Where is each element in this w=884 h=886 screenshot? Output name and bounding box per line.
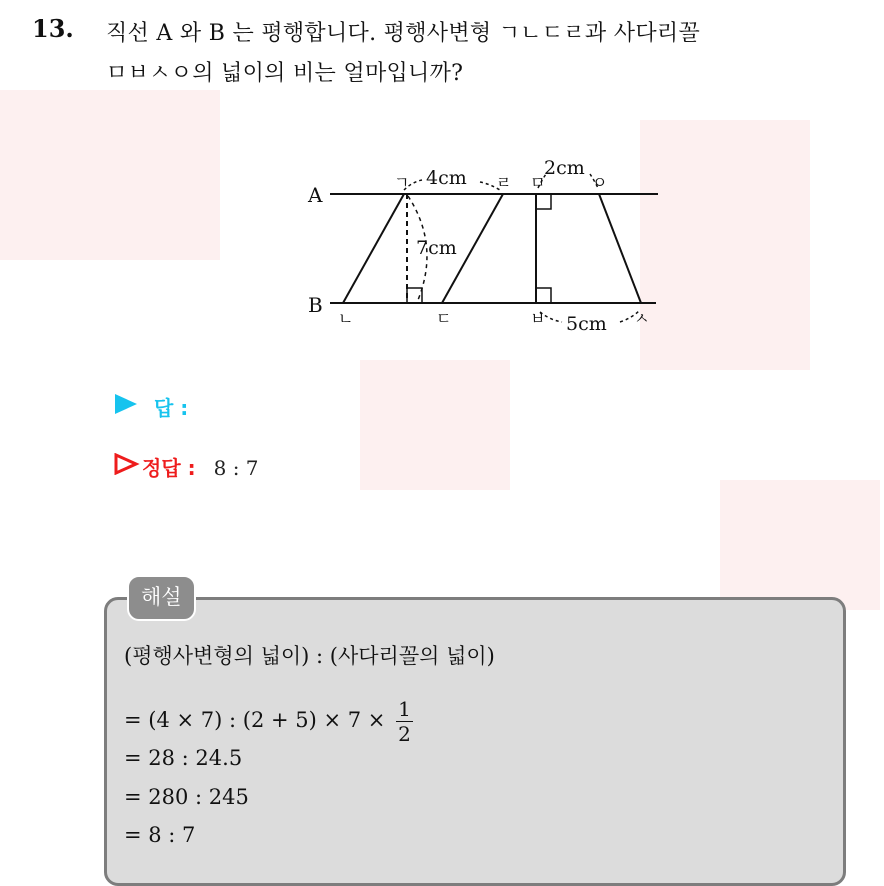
label-point-m: ㅁ [530,173,546,192]
label-line-a: A [308,183,323,207]
question-text-line-2: ㅁㅂㅅㅇ의 넓이의 비는 얼마입니까? [106,61,464,86]
label-top-4cm: 4cm [426,167,467,189]
label-height-7cm: 7cm [416,237,457,259]
label-point-o: ㅇ [592,173,608,192]
fraction-one-half [396,697,413,746]
label-bottom-5cm: 5cm [566,313,607,335]
question-text-line-1: 직선 A 와 B 는 평행합니다. 평행사변형 ㄱㄴㄷㄹ과 사다리꼴 [106,21,700,46]
label-point-s: ㅅ [634,309,650,328]
right-angle-mark [536,288,551,303]
explanation-line: = 28 : 24.5 [124,746,243,770]
correct-answer-label: 정답 : [142,456,196,480]
label-point-d: ㄷ [436,309,452,328]
background-block [720,480,880,610]
explanation-tag: 해설 [127,575,196,621]
outline-arrow-icon [112,453,140,475]
explanation-line-text: = (4 × 7) : (2 + 5) × 7 × [124,708,386,732]
label-point-r: ㄹ [496,173,512,192]
explanation-line [124,697,413,746]
play-arrow-icon [112,393,140,415]
explanation-line: (평행사변형의 넓이) : (사다리꼴의 넓이) [124,644,495,668]
label-top-2cm: 2cm [544,157,585,179]
label-point-n: ㄴ [338,309,354,328]
correct-answer-value: 8 : 7 [213,456,259,480]
correct-answer-row [112,452,259,481]
explanation-line: = 280 : 245 [124,785,249,809]
geometry-figure [290,150,670,350]
background-block [360,360,510,490]
background-block [0,90,220,260]
answer-label: 답 : [154,396,189,420]
label-point-b: ㅂ [530,309,546,328]
label-point-g: ㄱ [394,173,410,192]
parallelogram-left-side [343,194,404,303]
explanation-line: = 8 : 7 [124,823,196,847]
fraction-numerator: 1 [398,697,411,721]
label-line-b: B [308,293,323,317]
right-angle-mark [536,194,551,209]
question-number: 13. [32,14,74,43]
trapezoid-right-side [599,194,641,303]
answer-row [112,392,188,421]
fraction-denominator: 2 [398,722,411,746]
